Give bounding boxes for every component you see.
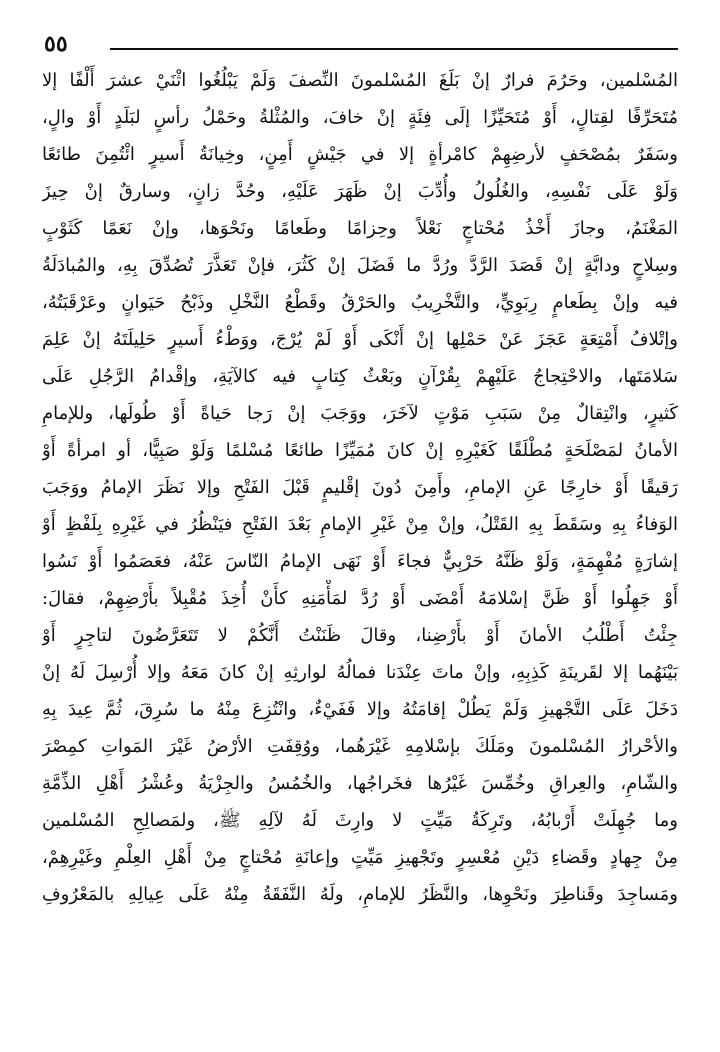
text-line: مُتَحَرِّفًا لقِتالٍ، أَوْ مُتَحَيِّزًا إلَى فِئَةٍ إنْ خافَ، والمُثْلةُ وحَمْلُ رأسٍ لبَلَدٍ أَوْ والٍ، [42,107,678,128]
text-line: جِئْتُ أَطْلُبُ الأمانَ أَوْ بأَرْضِنا، وقالَ ظَنَنْتُ أَنَّكُمْ لا تَتَعَرَّضُونَ لتاجِرٍ أَوْ [42,625,678,646]
text-line: دَخَلَ عَلَى التَّجْهيزِ وَلَمْ يَطُلْ إقامَتُهُ وإلا فَفَيْءٌ، وانْتُزِعَ مِنْهُ ما سُرِقَ، ثُمَّ عِيدَ بِهِ [42,699,678,720]
text-line: وسَفَرٌ بمُصْحَفٍ لأرضِهِمْ كامْرأةٍ إلا في جَيْشٍ أَمِنٍ، وخِيانَةُ أَسيرٍ ائْتُمِنَ طائعًا [42,144,678,165]
text-line: والشّامِ، والعِراقِ وخُمِّسَ غَيْرُها فخَراجُها، والخُمُسُ والجِزْيَةُ وعُشْرُ أَهْلِ الذِّمَّةِ [42,773,678,794]
text-line: ومَساجِدَ وقَناطِرَ ونَحْوِها، والنَّظَرُ للإمامِ، ولَهُ النَّفَقَةُ مِنْهُ عَلَى عِيالِهِ بالمَعْرُوفِ [42,884,678,905]
text-line: مِنْ جِهادٍ وقَضاءِ دَيْنِ مُعْسِرٍ وتَجْهيزِ مَيِّتٍ وإعانَةِ مُحْتاجٍ مِنْ أَهْلِ العِلْمِ وغَيْرِهِمْ، [42,847,678,868]
page-header [40,30,678,58]
text-line: كَثيرٍ، وانْتِقالٌ مِنْ سَبَبِ مَوْتٍ لآخَرَ، ووَجَبَ إنْ رَجا حَياةً أَوْ طُولَها، وللإمامِ [42,403,678,424]
text-line: وَلَوْ عَلَى نَفْسِهِ، والغُلُولُ وأُدِّبَ إنْ ظَهَرَ عَلَيْهِ، وحُدَّ زانٍ، وسارقٌ إنْ حِيزَ [42,181,678,202]
text-line: بَيْنَهُما إلا لقَرينَةِ كَذِبِهِ، وإنْ ماتَ عِنْدَنا فمالُهُ لوارثِهِ إنْ كانَ مَعَهُ وإلا أُرْسِلَ لَهُ إنْ [42,662,678,683]
text-line: رَقيقًا أَوْ خارِجًا عَنِ الإمامِ، وأَمِنَ دُونَ إقْليمٍ قَبْلَ الفَتْحِ وإلا نَظَرَ الإمامُ ووَجَبَ [42,477,678,498]
text-line: المَغْنَمُ، وجازَ أَخْذُ مُحْتاجٍ نَعْلاً وحِزامًا وطَعامًا ونَحْوَها، وإنْ نَعَمًا كَثَوْبٍ [42,218,678,239]
text-line: إشارَةٍ مُفْهِمَةٍ، وَلَوْ ظَنَّهُ حَرْبِيٌّ فجاءَ أَوْ نَهَى الإمامُ النّاسَ عَنْهُ، فعَصَمُوا أَوْ نَسُوا [42,551,678,572]
text-line: فيه وإنْ بِطَعامٍ رِبَوِيٍّ، والتَّخْرِيبُ والحَرْقُ وقَطْعُ النَّخْلِ وذَبْحُ حَيَوانٍ وعَرْقَبَتُهُ، [42,292,678,313]
text-line: وما جُهِلَتْ أَرْبابُهُ، وتَرِكَةُ مَيِّتٍ لا وارِثَ لَهُ لآلِهِ ﷺ، ولمَصالِحِ المُسْلمين [42,810,678,831]
text-line: وسِلاحٍ ودابَّةٍ إنْ قَصَدَ الرَّدَّ ورُدَّ ما فَضَلَ إنْ كَثُرَ، فإنْ تَعَذَّرَ تُصُدِّقَ بِهِ، والمُبادَلَةُ [42,255,678,276]
header-rule [110,48,678,50]
text-line: الوَفاءُ بِهِ وسَقَطَ بِهِ القَتْلُ، وإنْ مِنْ غَيْرِ الإمامِ بَعْدَ الفَتْحِ فيَنْظُرُ في غَيْرِهِ بِلَفْظٍ أَوْ [42,514,678,535]
text-line: الأمانُ لمَصْلَحَةٍ مُطْلَقًا كَغَيْرِهِ إنْ كانَ مُمَيِّزًا طائعًا مُسْلمًا وَلَوْ صَبِيًّا، أو امرأةً أَوْ [42,440,678,461]
text-line: والأحْرارُ المُسْلمونَ ومَلَكَ بإسْلامِهِ غَيْرَهُما، ووُقِفَتِ الأرْضُ غَيْرَ المَواتِ كمِصْرَ [42,736,678,757]
text-line: أَوْ جَهِلُوا أَوْ ظَنَّ إسْلامَهُ أَمْضَى أَوْ رُدَّ لمَأْمَنِهِ كأَنْ أُخِذَ مُقْبِلاً بأَرْضِهِمْ، فقالَ: [42,588,678,609]
text-line: المُسْلمين، وحَرُمَ فرارٌ إنْ بَلَغَ المُسْلمونَ النِّصفَ وَلَمْ يَبْلُغُوا اثْنَيْ عشرَ أَلْفًا إلا [42,70,678,91]
text-line: سَلامَتَها، والاحْتِجاجُ عَلَيْهِمْ بِقُرْآنٍ وبَعْثُ كِتابٍ فيه كالآيَةِ، وإقْدامُ الرَّجُلِ عَلَى [42,366,678,387]
text-line: وإتْلافُ أَمْتِعَةٍ عَجَزَ عَنْ حَمْلِها إنْ أَنْكَى أَوْ لَمْ يُرْجَ، ووَطْءُ أَسيرٍ حَلِيلَتَهُ إنْ عَلِمَ [42,329,678,350]
page-number: ٥٥ [44,31,68,57]
body-text [42,62,678,913]
